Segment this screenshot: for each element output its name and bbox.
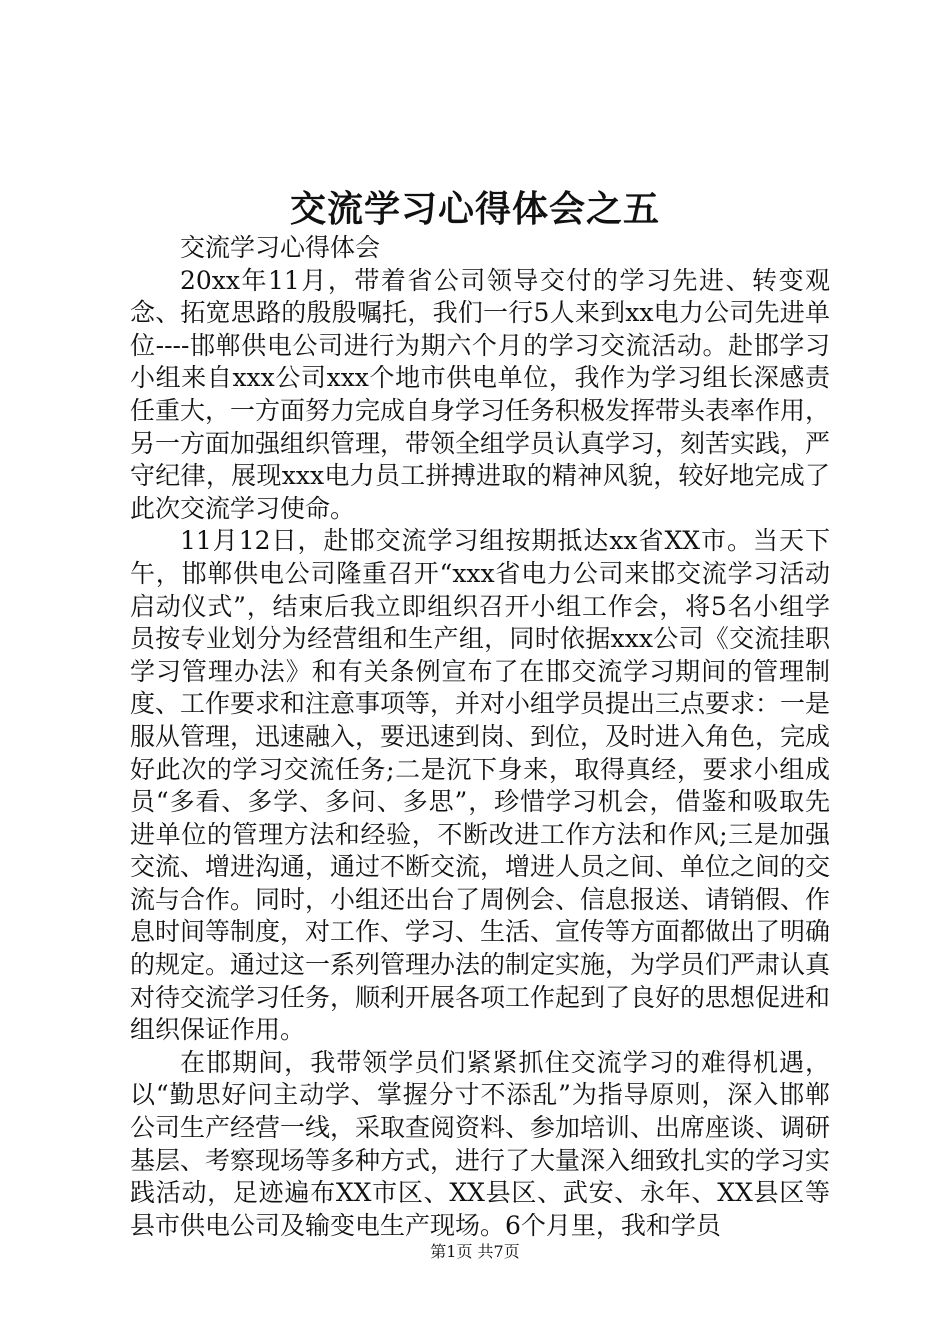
document-body [130,232,830,1242]
page-number-footer: 第1页 共7页 [430,1242,520,1261]
document-title: 交流学习心得体会之五 [289,188,660,230]
subtitle-paragraph: 交流学习心得体会 [180,233,381,262]
body-paragraph: 11月12日，赴邯交流学习组按期抵达xx省XX市。当天下午，邯郸供电公司隆重召开“xxx省电力公司来邯交流学习活动启动仪式”，结束后我立即组织召开小组工作会，将5名小组学员按专业划分为经营组和生产组，同时依据xxx公司《交流挂职学习管理办法》和有关条例宣布了在邯交流学习期间的管理制度、工作要求和注意事项等，并对小组学员提出三点要求：一是服从管理，迅速融入，要迅速到岗、到位，及时进入角色，完成好此次的学习交流任务;二是沉下身来，取得真经，要求小组成员“多看、多学、多问、多思”，珍惜学习机会，借鉴和吸取先进单位的管理方法和经验，不断改进工作方法和作风;三是加强交流、增进沟通，通过不断交流，增进人员之间、单位之间的交流与合作。同时，小组还出台了周例会、信息报送、请销假、作息时间等制度，对工作、学习、生活、宣传等方面都做出了明确的规定。通过这一系列管理办法的制定实施，为学员们严肃认真对待交流学习任务，顺利开展各项工作起到了良好的思想促进和组织保证作用。 [130,526,831,1045]
body-paragraph: 20xx年11月，带着省公司领导交付的学习先进、转变观念、拓宽思路的殷殷嘱托，我们一行5人来到xx电力公司先进单位----邯郸供电公司进行为期六个月的学习交流活动。赴邯学习小组来自xxx公司xxx个地市供电单位，我作为学习组长深感责任重大，一方面努力完成自身学习任务积极发挥带头表率作用，另一方面加强组织管理，带领全组学员认真学习，刻苦实践，严守纪律，展现xxx电力员工拼搏进取的精神风貌，较好地完成了此次交流学习使命。 [130,265,831,523]
body-paragraph: 在邯期间，我带领学员们紧紧抓住交流学习的难得机遇，以“勤思好问主动学、掌握分寸不添乱”为指导原则，深入邯郸公司生产经营一线，采取查阅资料、参加培训、出席座谈、调研基层、考察现场等多种方式，进行了大量深入细致扎实的学习实践活动，足迹遍布XX市区、XX县区、武安、永年、XX县区等县市供电公司及输变电生产现场。6个月里，我和学员 [130,1047,831,1240]
